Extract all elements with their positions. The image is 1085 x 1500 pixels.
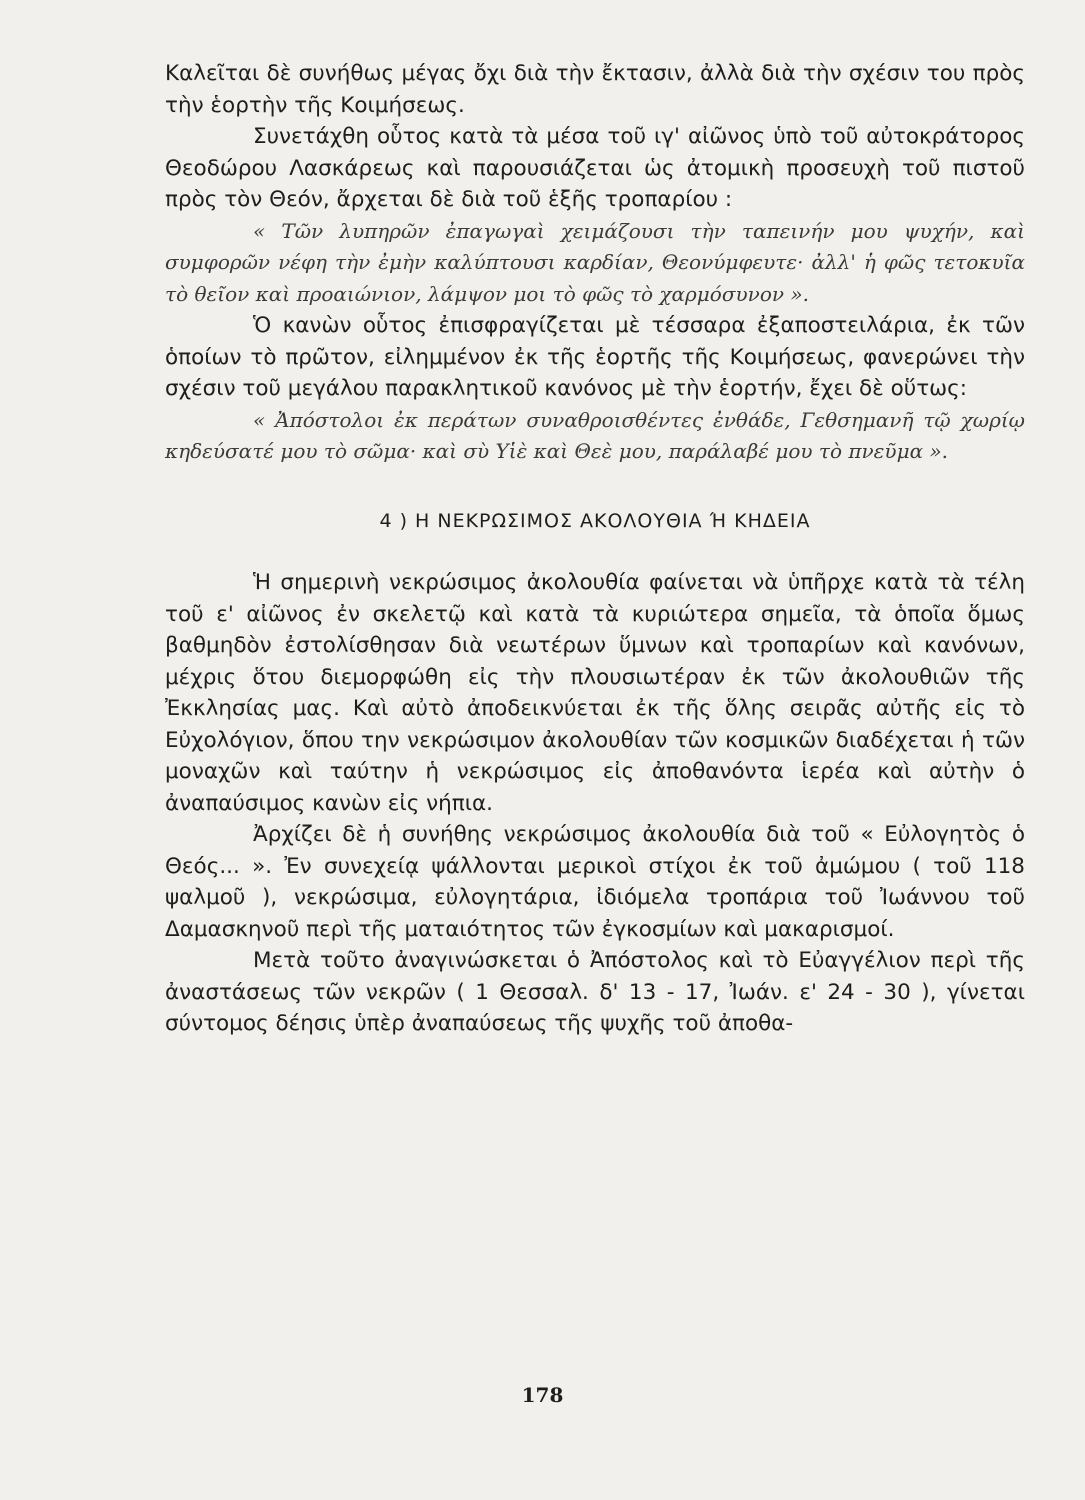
paragraph-4: Ἡ σημερινὴ νεκρώσιμος ἀκολουθία φαίνεται νὰ ὑπῆρχε κατὰ τὰ τέλη τοῦ ε' αἰῶνος ἐν σκελετῷ καὶ κατὰ τὰ κυριώτερα σημεῖα, τὰ ὁποῖα ὅμως βαθμηδὸν ἐστολίσθησαν διὰ νεωτέρων ὕμνων καὶ τροπαρίων καὶ κανόνων, μέχρις ὅτου διεμορφώθη εἰς τὴν πλουσιωτέραν ἐκ τῶν ἀκολουθιῶν τῆς Ἐκκλησίας μας. Καὶ αὐτὸ ἀποδεικνύεται ἐκ τῆς ὅλης σειρᾶς αὐτῆς εἰς τὸ Εὐχολόγιον, ὅπου την νεκρώσιμον ἀκολουθίαν τῶν κοσμικῶν διαδέχεται ἡ τῶν μοναχῶν καὶ ταύτην ἡ νεκρώσιμος εἰς ἀποθανόντα ἱερέα καὶ αὐτὴν ὁ ἀναπαύσιμος κανὼν εἰς νήπια. [165, 570, 1025, 816]
quote-exapostilarion: « Ἀπόστολοι ἐκ περάτων συναθροισθέντες ἐνθάδε, Γεθσημανῆ τῷ χωρίῳ κηδεύσατέ μου τὸ σῶμα· καὶ σὺ Υἱὲ καὶ Θεὲ μου, παράλαβέ μου τὸ πνεῦμα ». [165, 407, 1025, 463]
body-text [165, 58, 1025, 1040]
paragraph-6: Μετὰ τοῦτο ἀναγινώσκεται ὁ Ἀπόστολος καὶ τὸ Εὐαγγέλιον περὶ τῆς ἀναστάσεως τῶν νεκρῶν ( 1 Θεσσαλ. δ' 13 - 17, Ἰωάν. ε' 24 - 30 ), γίνεται σύντομος δέησις ὑπὲρ ἀναπαύσεως τῆς ψυχῆς τοῦ ἀποθα- [165, 948, 1025, 1036]
paragraph-1: Καλεῖται δὲ συνήθως μέγας ὄχι διὰ τὴν ἔκτασιν, ἀλλὰ διὰ τὴν σχέσιν του πρὸς τὴν ἑορτὴν τῆς Κοιμήσεως. [165, 61, 1025, 118]
paragraph-3: Ὁ κανὼν οὗτος ἐπισφραγίζεται μὲ τέσσαρα ἐξαποστειλάρια, ἐκ τῶν ὁποίων τὸ πρῶτον, εἰλημμένον ἐκ τῆς ἑορτῆς τῆς Κοιμήσεως, φανερώνει τὴν σχέσιν τοῦ μεγάλου παρακλητικοῦ κανόνος μὲ τὴν ἑορτήν, ἔχει δὲ οὕτως: [165, 313, 1025, 401]
quote-troparion: « Τῶν λυπηρῶν ἐπαγωγαὶ χειμάζουσι τὴν ταπεινήν μου ψυχήν, καὶ συμφορῶν νέφη τὴν ἐμὴν καλύπτουσι καρδίαν, Θεονύμφευτε· ἀλλ' ἡ φῶς τετοκυῖα τὸ θεῖον καὶ προαιώνιον, λάμψον μοι τὸ φῶς τὸ χαρμόσυνον ». [165, 218, 1025, 306]
paragraph-2: Συνετάχθη οὗτος κατὰ τὰ μέσα τοῦ ιγ' αἰῶνος ὑπὸ τοῦ αὐτοκράτορος Θεοδώρου Λασκάρεως καὶ παρουσιάζεται ὡς ἀτομικὴ προσευχὴ τοῦ πιστοῦ πρὸς τὸν Θεόν, ἄρχεται δὲ διὰ τοῦ ἑξῆς τροπαρίου : [165, 124, 1025, 212]
section-heading: 4 ) Η ΝΕΚΡΩΣΙΜΟΣ ΑΚΟΛΟΥΘΙΑ Ή ΚΗΔΕΙΑ [379, 509, 811, 532]
page-number: 178 [521, 1383, 564, 1407]
paragraph-5: Ἀρχίζει δὲ ἡ συνήθης νεκρώσιμος ἀκολουθία διὰ τοῦ « Εὐλογητὸς ὁ Θεός... ». Ἐν συνεχείᾳ ψάλλονται μερικοὶ στίχοι ἐκ τοῦ ἀμώμου ( τοῦ 118 ψαλμοῦ ), νεκρώσιμα, εὐλογητάρια, ἰδιόμελα τροπάρια τοῦ Ἰωάννου τοῦ Δαμασκηνοῦ περὶ τῆς ματαιότητος τῶν ἐγκοσμίων καὶ μακαρισμοί. [165, 822, 1025, 942]
